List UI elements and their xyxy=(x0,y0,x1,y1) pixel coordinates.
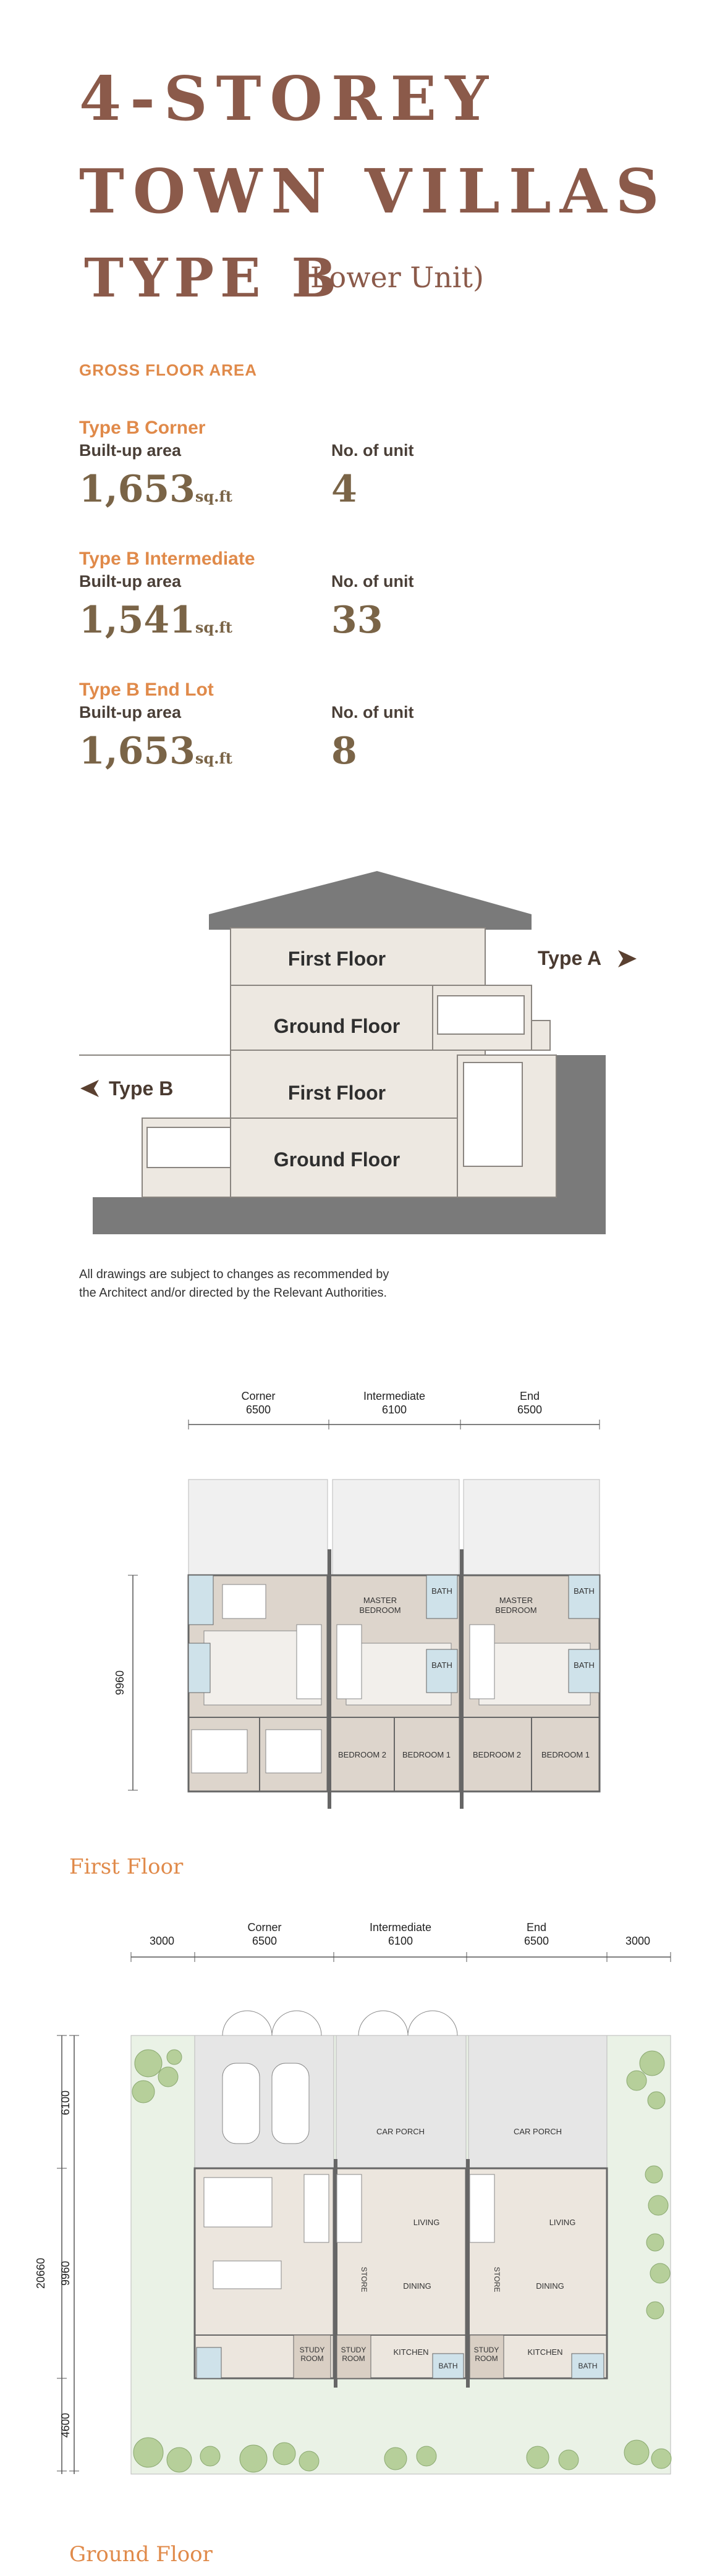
floor-label: Ground Floor xyxy=(273,1148,400,1171)
units-label: No. of unit xyxy=(331,441,414,460)
room-label-kitchen: KITCHEN xyxy=(393,2347,429,2357)
first-floor-plan xyxy=(0,1384,712,1835)
room-label-master-bedroom: MASTER xyxy=(363,1596,397,1605)
room-label-car-porch: CAR PORCH xyxy=(376,2127,425,2136)
car-icon xyxy=(222,2063,260,2144)
arrow-right-icon xyxy=(618,950,637,967)
units-label: No. of unit xyxy=(331,703,414,722)
room-label-bedroom-2: BEDROOM 2 xyxy=(472,1750,522,1759)
room-label-bedroom-1: BEDROOM 1 xyxy=(541,1750,590,1759)
room-label-bath: BATH xyxy=(438,2362,458,2370)
room-label-study: STUDY xyxy=(473,2346,499,2354)
ground-slab xyxy=(93,1197,606,1234)
section-title: Type B Corner xyxy=(79,418,206,438)
area-value: 1,653 xyxy=(79,468,195,511)
area-value: 1,541 xyxy=(79,599,195,642)
room-label-store: STORE xyxy=(360,2267,368,2292)
dim-value: 6100 xyxy=(388,1935,413,1947)
dim-value: 6500 xyxy=(245,1404,271,1416)
sofa-icon xyxy=(204,2178,272,2227)
floor-label: Ground Floor xyxy=(273,1015,400,1037)
dim-value: 3000 xyxy=(625,1935,651,1947)
floor-label: First Floor xyxy=(287,1082,386,1104)
area-value: 1,653 xyxy=(79,730,195,773)
room-label-kitchen: KITCHEN xyxy=(527,2347,563,2357)
dim-label: Intermediate xyxy=(369,1921,432,1934)
area-unit: sq.ft xyxy=(195,618,232,636)
dim-value: 6500 xyxy=(517,1404,543,1416)
builtup-label: Built-up area xyxy=(79,703,182,722)
dim-value: 6100 xyxy=(381,1404,407,1416)
section-intermediate xyxy=(79,549,635,650)
area-unit: sq.ft xyxy=(195,487,232,505)
room-label-store: STORE xyxy=(493,2267,501,2292)
units-value: 33 xyxy=(331,599,383,642)
room-label-bath: BATH xyxy=(578,2362,598,2370)
type-b-label: Type B xyxy=(109,1077,174,1100)
room-label-study: STUDY xyxy=(341,2346,367,2354)
type-a-label: Type A xyxy=(538,947,602,969)
disclaimer-line-1: All drawings are subject to changes as recommended by xyxy=(79,1268,389,1281)
room-label-master-bedroom: BEDROOM xyxy=(495,1606,537,1615)
dim-label: End xyxy=(526,1921,547,1934)
builtup-label: Built-up area xyxy=(79,441,182,460)
section-end-lot xyxy=(79,680,635,781)
room-label-bath: BATH xyxy=(431,1661,452,1670)
room-label-dining: DINING xyxy=(536,2281,564,2291)
type-b-lower-unit xyxy=(231,1050,485,1197)
section-title: Type B Intermediate xyxy=(79,549,255,569)
dim-side: 9960 xyxy=(114,1670,126,1696)
ground-floor-caption: Ground Floor xyxy=(69,2542,213,2567)
type-heading: TYPE B xyxy=(84,247,343,309)
room-label-bedroom-2: BEDROOM 2 xyxy=(337,1750,387,1759)
title-line-1: 4-STOREY xyxy=(79,64,498,135)
roof xyxy=(209,871,532,930)
room-label-car-porch: CAR PORCH xyxy=(513,2127,562,2136)
gfa-heading: GROSS FLOOR AREA xyxy=(79,361,258,379)
room-label-living: LIVING xyxy=(413,2218,440,2227)
section-diagram xyxy=(0,859,712,1242)
title-line-2: TOWN VILLAS xyxy=(79,156,668,227)
room-label-living: LIVING xyxy=(549,2218,576,2227)
room-label-bedroom-1: BEDROOM 1 xyxy=(402,1750,451,1759)
room-label-bath: BATH xyxy=(431,1586,452,1596)
units-label: No. of unit xyxy=(331,572,414,591)
dim-value: 6500 xyxy=(252,1935,278,1947)
car-icon xyxy=(272,2063,309,2144)
section-corner xyxy=(79,418,635,519)
room-label-bath: BATH xyxy=(574,1586,595,1596)
section-title: Type B End Lot xyxy=(79,680,214,700)
dim-side: 6100 xyxy=(59,2090,72,2116)
dim-value: 3000 xyxy=(149,1935,175,1947)
room-label-dining: DINING xyxy=(403,2281,431,2291)
room-label-study: ROOM xyxy=(300,2354,324,2363)
disclaimer-line-2: the Architect and/or directed by the Relevant Authorities. xyxy=(79,1286,388,1300)
dim-label: Intermediate xyxy=(363,1390,426,1402)
dim-label: Corner xyxy=(241,1390,276,1402)
floor-label: First Floor xyxy=(287,948,386,970)
room-label-study: ROOM xyxy=(475,2354,498,2363)
area-unit: sq.ft xyxy=(195,749,232,767)
dim-side-total: 20660 xyxy=(35,2257,47,2289)
ground-floor-plan xyxy=(0,1915,712,2508)
arrow-left-icon xyxy=(80,1080,99,1097)
units-value: 8 xyxy=(331,730,357,773)
dim-value: 6500 xyxy=(523,1935,549,1947)
dim-side: 4600 xyxy=(59,2412,72,2438)
disclaimer xyxy=(79,1265,389,1302)
subtype-heading: (Lower Unit) xyxy=(299,261,484,294)
room-label-study: STUDY xyxy=(299,2346,325,2354)
dim-side: 9960 xyxy=(59,2260,72,2286)
room-label-master-bedroom: BEDROOM xyxy=(359,1606,401,1615)
room-label-master-bedroom: MASTER xyxy=(499,1596,533,1605)
room-label-bath: BATH xyxy=(574,1661,595,1670)
dim-label: End xyxy=(519,1390,540,1402)
builtup-label: Built-up area xyxy=(79,572,182,591)
units-value: 4 xyxy=(331,468,357,511)
dim-label: Corner xyxy=(247,1921,282,1934)
dining-table-icon xyxy=(213,2261,281,2289)
room-label-study: ROOM xyxy=(342,2354,365,2363)
first-floor-caption: First Floor xyxy=(69,1854,184,1879)
retaining-wall xyxy=(556,1055,606,1197)
